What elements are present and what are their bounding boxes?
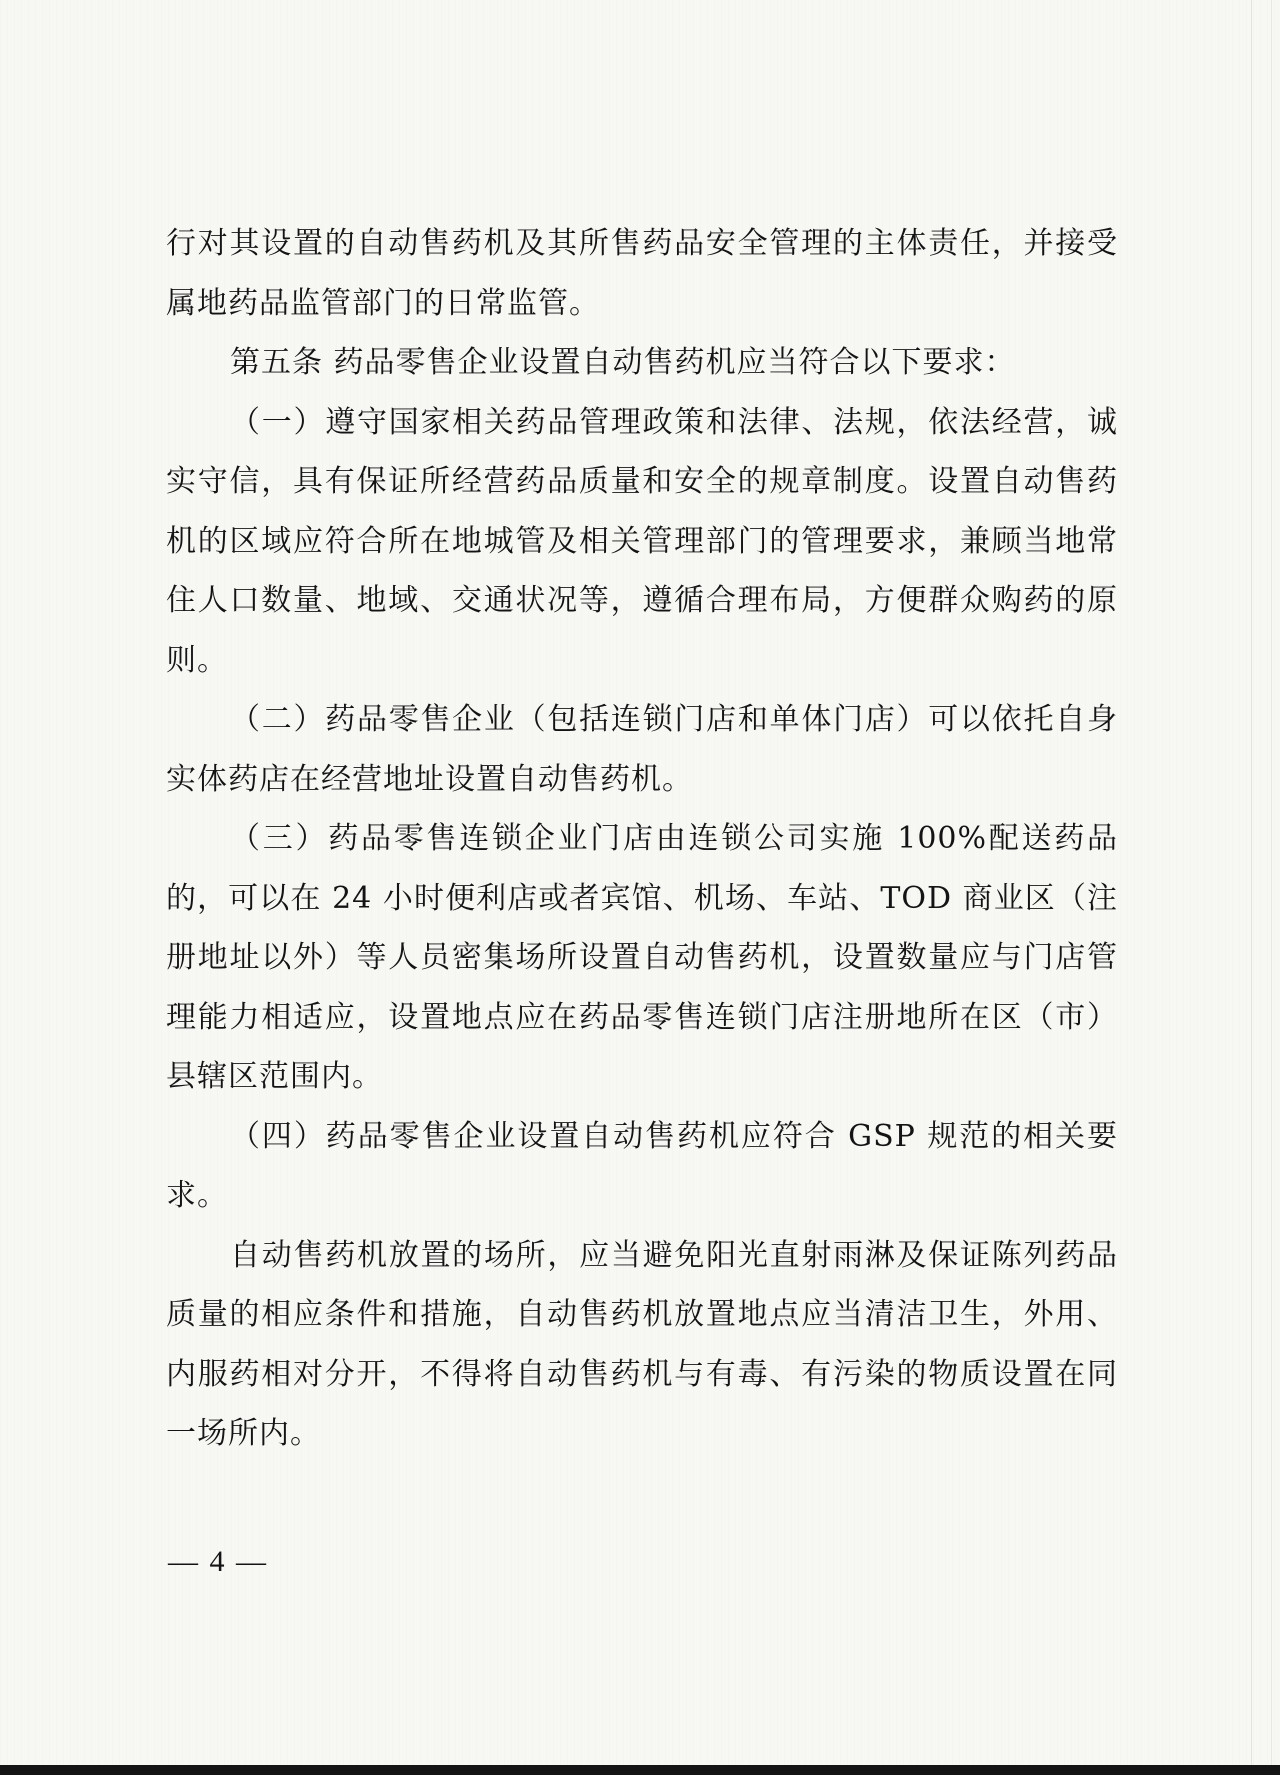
scan-edge-line [1251,0,1252,1775]
paragraph-item-2: （二）药品零售企业（包括连锁门店和单体门店）可以依托自身实体药店在经营地址设置自动售药机。 [166,702,1118,797]
paragraph-item-3: （三）药品零售连锁企业门店由连锁公司实施 100%配送药品的，可以在 24 小时便利店或者宾馆、机场、车站、TOD 商业区（注册地址以外）等人员密集场所设置自动售药机，设置数量应与门店管理能力相适应，设置地点应在药品零售连锁门店注册地所在区（市）县辖区范围内。 [166,821,1118,1094]
scan-bottom-edge [0,1765,1280,1775]
paragraph-article-5: 第五条 药品零售企业设置自动售药机应当符合以下要求： [230,345,1016,380]
paragraph-item-4: （四）药品零售企业设置自动售药机应符合 GSP 规范的相关要求。 [166,1118,1118,1213]
page-number: — 4 — [168,1545,268,1578]
scan-edge-line-outer [1271,0,1272,1775]
paragraph-item-1: （一）遵守国家相关药品管理政策和法律、法规，依法经营，诚实守信，具有保证所经营药品质量和安全的规章制度。设置自动售药机的区域应符合所在地城管及相关管理部门的管理要求，兼顾当地常住人口数量、地域、交通状况等，遵循合理布局，方便群众购药的原则。 [166,404,1118,678]
paragraph-1: 行对其设置的自动售药机及其所售药品安全管理的主体责任，并接受属地药品监管部门的日常监管。 [166,226,1118,321]
paragraph-placement: 自动售药机放置的场所，应当避免阳光直射雨淋及保证陈列药品质量的相应条件和措施，自动售药机放置地点应当清洁卫生，外用、内服药相对分开，不得将自动售药机与有毒、有污染的物质设置在同一场所内。 [166,1237,1118,1451]
document-body [166,214,1118,1464]
